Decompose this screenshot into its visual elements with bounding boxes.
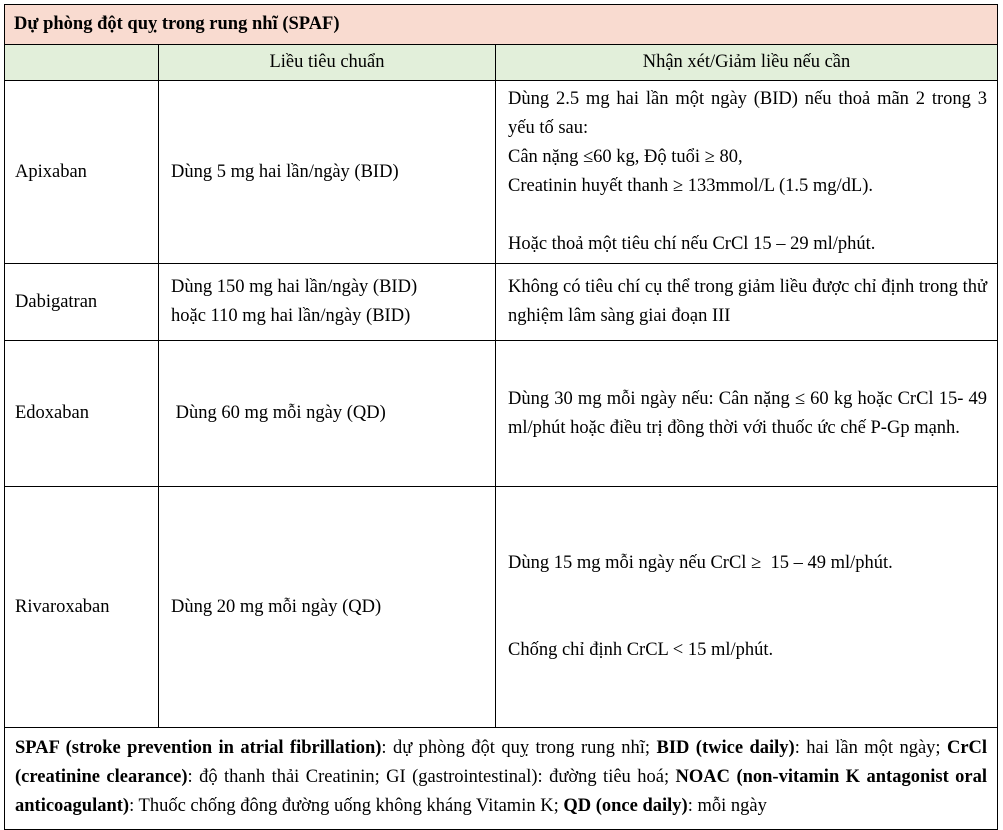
footnote-term: QD (once daily): [563, 796, 688, 816]
standard-dose: [159, 264, 496, 341]
header-drug: [5, 45, 159, 81]
table-row: [5, 81, 998, 264]
dose-notes: [496, 341, 998, 487]
header-notes: Nhận xét/Giảm liều nếu cần: [496, 45, 998, 81]
note-line: Cân nặng ≤60 kg, Độ tuổi ≥ 80,: [508, 147, 743, 167]
note-line: Hoặc thoả một tiêu chí nếu CrCl 15 – 29 ml/phút.: [508, 234, 876, 254]
standard-dose: [159, 81, 496, 264]
header-row: [5, 45, 998, 81]
abbreviations-footnote: [5, 728, 998, 830]
note-line: Dùng 30 mg mỗi ngày nếu: Cân nặng ≤ 60 kg hoặc CrCl 15- 49 ml/phút hoặc điều trị đồng thời với thuốc ức chế P-Gp mạnh.: [508, 388, 988, 438]
drug-name: Rivaroxaban: [5, 487, 159, 728]
note-line: Dùng 15 mg mỗi ngày nếu CrCl ≥ 15 – 49 ml/phút.: [508, 553, 893, 573]
dose-notes: [496, 81, 998, 264]
footnote-term: SPAF (stroke prevention in atrial fibrillation): [15, 738, 382, 758]
drug-name: Apixaban: [5, 81, 159, 264]
drug-name: Edoxaban: [5, 341, 159, 487]
drug-name: Dabigatran: [5, 264, 159, 341]
dose-line: Dùng 5 mg hai lần/ngày (BID): [171, 161, 399, 182]
note-line: Chống chỉ định CrCL < 15 ml/phút.: [508, 640, 774, 660]
header-standard-dose: Liều tiêu chuẩn: [159, 45, 496, 81]
footnote-term: NOAC (non-vitamin K antagonist oral anticoagulant): [15, 767, 988, 816]
footnote-text: : độ thanh thải Creatinin; GI (gastrointestinal): đường tiêu hoá;: [187, 767, 676, 787]
table-row: [5, 341, 998, 487]
table-title: Dự phòng đột quỵ trong rung nhĩ (SPAF): [5, 5, 998, 45]
dose-notes: [496, 264, 998, 341]
document: [4, 4, 998, 830]
dose-line: Dùng 60 mg mỗi ngày (QD): [171, 403, 386, 423]
footnote-text: : mỗi ngày: [687, 796, 767, 816]
table-row: [5, 487, 998, 728]
dose-line: Dùng 150 mg hai lần/ngày (BID): [171, 277, 418, 297]
dosing-table: [4, 4, 998, 830]
note-spacer: [508, 201, 987, 230]
dose-line: Dùng 20 mg mỗi ngày (QD): [171, 596, 382, 617]
standard-dose: [159, 341, 496, 487]
dose-line: hoặc 110 mg hai lần/ngày (BID): [171, 306, 411, 326]
footnote-term: CrCl (creatinine clearance): [15, 738, 988, 787]
note-line: Creatinin huyết thanh ≥ 133mmol/L (1.5 mg/dL).: [508, 176, 874, 196]
footnote-text: : hai lần một ngày;: [794, 738, 947, 758]
footnote-text: : Thuốc chống đông đường uống không kháng Vitamin K;: [129, 796, 564, 816]
title-row: [5, 5, 998, 45]
standard-dose: [159, 487, 496, 728]
note-line: Dùng 2.5 mg hai lần một ngày (BID) nếu thoả mãn 2 trong 3 yếu tố sau:: [508, 89, 988, 138]
footnote-row: [5, 728, 998, 830]
note-line: Không có tiêu chí cụ thể trong giảm liều được chỉ định trong thử nghiệm lâm sàng giai đoạn III: [508, 277, 988, 326]
dose-notes: [496, 487, 998, 728]
footnote-term: BID (twice daily): [656, 738, 795, 758]
footnote-text: : dự phòng đột quỵ trong rung nhĩ;: [381, 738, 657, 758]
table-row: [5, 264, 998, 341]
